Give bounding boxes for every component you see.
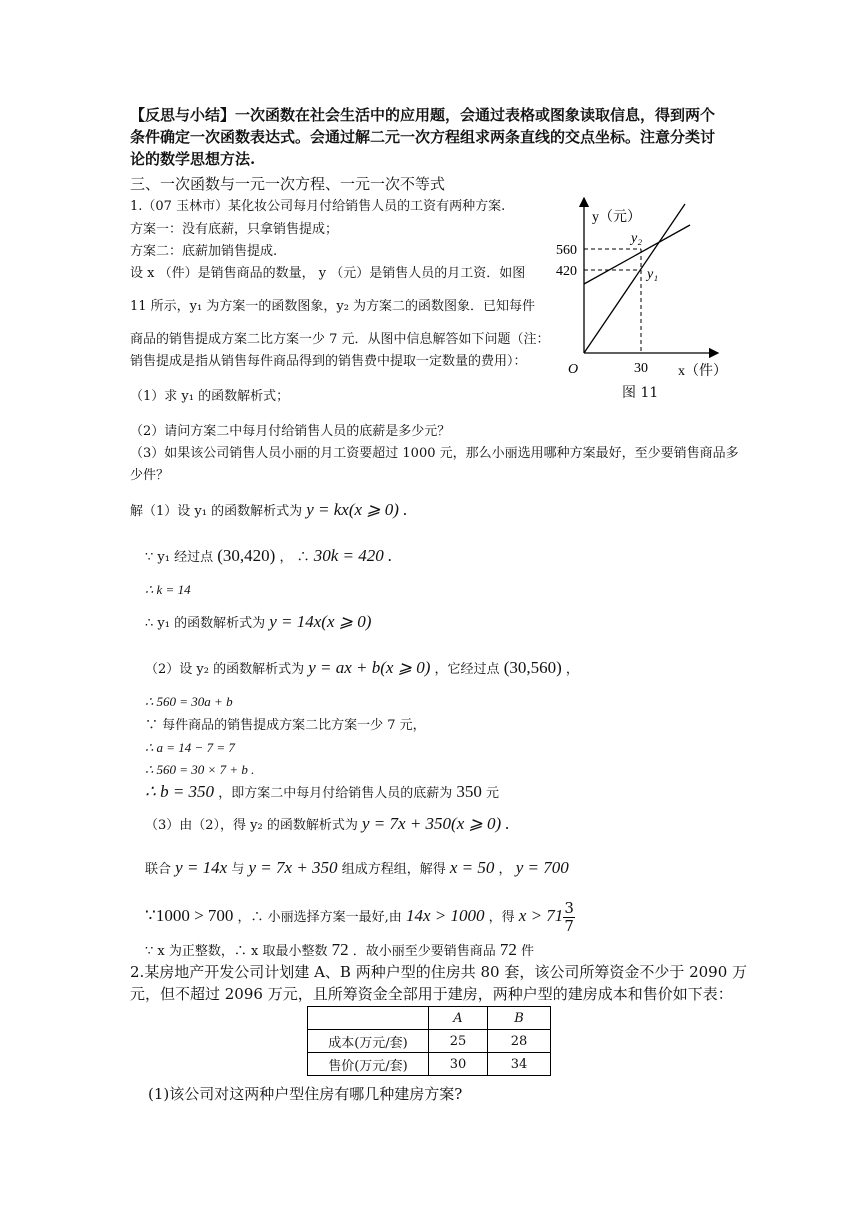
solution-step-1 [130, 498, 407, 524]
fraction-denominator: 7 [564, 917, 574, 935]
figure-caption: 图 11 [622, 385, 659, 401]
solution-step-11 [145, 812, 510, 838]
figure-11 [550, 190, 740, 405]
solution-text: ，它经过点 [434, 662, 500, 677]
x-axis-label: x（件） [678, 364, 727, 379]
solution-expr: y = 14x [175, 858, 228, 877]
solution-text: ，即方案二中每月付给销售人员的底薪为 [218, 786, 453, 801]
solution-text: 元 [485, 786, 499, 801]
solution-expr: y = 7x + 350 [248, 858, 338, 877]
solution-number: 72 [331, 940, 349, 959]
solution-expr: 14x > 1000 [405, 906, 485, 925]
solution-text: （2）设 y₂ 的函数解析式为 [145, 662, 305, 677]
solution-step-14 [145, 938, 534, 964]
y-axis-label: y（元） [592, 210, 641, 225]
solution-text: 组成方程组，解得 [341, 862, 446, 877]
solution-text: ∵ y₁ 经过点 [145, 550, 214, 565]
solution-expr: 30k = 420 . [313, 546, 393, 565]
problem2-line-1: 2.某房地产开发公司计划建 A、B 两种户型的住房共 80 套，该公司所筹资金不少于 2090 万 [130, 963, 748, 981]
solution-expr: y = 7x + 350(x ⩾ 0) . [362, 814, 510, 833]
section-title: 三、一次函数与一元一次方程、一元一次不等式 [130, 175, 446, 193]
solution-step-9: ∴ 560 = 30 × 7 + b . [145, 762, 255, 777]
reflection-line-3: 论的数学思想方法. [130, 150, 256, 168]
solution-expr: ∴ b = 350 [145, 782, 215, 801]
tick-y-420: 420 [556, 264, 577, 279]
table-header-cell: A [429, 1007, 488, 1030]
solution-expr: x > 71 [518, 906, 564, 925]
solution-expr: y = kx(x ⩾ 0) . [306, 500, 408, 519]
problem1-q1: （1）求 y₁ 的函数解析式； [130, 389, 290, 404]
problem1-q2: （2）请问方案二中每月付给销售人员的底薪是多少元？ [130, 424, 451, 439]
solution-expr: y = 14x(x ⩾ 0) [269, 612, 372, 631]
solution-step-2 [145, 544, 392, 570]
cost-price-table [307, 1006, 551, 1076]
fraction-3-7 [563, 900, 575, 935]
solution-number: 72 [499, 940, 517, 959]
problem1-intro: 1.（07 玉林市）某化妆公司每月付给销售人员的工资有两种方案. [130, 199, 506, 214]
solution-text: ，得 [488, 910, 515, 925]
tick-x-30: 30 [634, 361, 648, 376]
problem1-figure-ref: 11 所示，y₁ 为方案一的函数图象，y₂ 为方案二的函数图象．已知每件 [130, 299, 536, 314]
solution-expr: y = ax + b(x ⩾ 0) [308, 658, 431, 677]
solution-point: (30,560) [503, 658, 562, 677]
solution-text: ∵ x 为正整数，∴ x 取最小整数 [145, 944, 328, 959]
solution-step-12 [145, 856, 569, 882]
problem1-plan1: 方案一：没有底薪，只拿销售提成； [130, 222, 339, 237]
problem2-line-2: 元，但不超过 2096 万元，且所筹资金全部用于建房，两种户型的建房成本和售价如下表： [130, 985, 733, 1003]
tick-y-560: 560 [556, 243, 577, 258]
solution-text: 解（1）设 y₁ 的函数解析式为 [130, 504, 303, 519]
table-cell: 30 [429, 1053, 488, 1076]
problem1-plan2: 方案二：底薪加销售提成. [130, 244, 278, 259]
solution-number: 350 [456, 782, 482, 801]
table-cell: 成本(万元/套) [308, 1030, 429, 1053]
problem1-q3b: 少件？ [130, 468, 170, 483]
solution-text: ， [565, 662, 579, 677]
table-header-cell [308, 1007, 429, 1030]
reflection-line-1: 【反思与小结】一次函数在社会生活中的应用题，会通过表格或图象读取信息，得到两个 [130, 106, 716, 124]
table-header-row [308, 1007, 551, 1030]
table-cell: 25 [429, 1030, 488, 1053]
table-row [308, 1053, 551, 1076]
solution-text: ，∴ 小丽选择方案一最好,由 [237, 910, 402, 925]
solution-step-6: ∴ 560 = 30a + b [145, 694, 233, 709]
problem1-q3a: （3）如果该公司销售人员小丽的月工资要超过 1000 元，那么小丽选用哪种方案最好，至少要销售商品多 [130, 446, 739, 461]
origin-label: O [568, 362, 579, 377]
solution-step-8: ∴ a = 14 − 7 = 7 [145, 740, 235, 755]
table-header-cell: B [488, 1007, 551, 1030]
solution-text: （3）由（2），得 y₂ 的函数解析式为 [145, 818, 358, 833]
solution-expr: x = 50 [449, 858, 495, 877]
problem2-q1: (1)该公司对这两种户型住房有哪几种建房方案? [148, 1085, 463, 1103]
solution-expr: y = 700 [515, 858, 569, 877]
table-cell: 34 [488, 1053, 551, 1076]
fraction-numerator: 3 [564, 899, 574, 917]
table-cell: 28 [488, 1030, 551, 1053]
solution-text: ∴ y₁ 的函数解析式为 [145, 616, 266, 631]
solution-text: 件 [521, 944, 535, 959]
solution-step-5 [145, 656, 579, 682]
solution-text: ．故小丽至少要销售商品 [352, 944, 496, 959]
solution-step-7: ∵ 每件商品的销售提成方案二比方案一少 7 元， [145, 718, 426, 733]
reflection-line-2: 条件确定一次函数表达式。会通过解二元一次方程组求两条直线的交点坐标。注意分类讨 [130, 128, 716, 146]
label-y1: y₁ [647, 267, 659, 282]
label-y2: y₂ [631, 231, 643, 246]
solution-step-10 [145, 780, 499, 806]
table-cell: 售价(万元/套) [308, 1053, 429, 1076]
problem1-vars: 设 x （件）是销售商品的数量， y （元）是销售人员的月工资．如图 [130, 266, 526, 281]
line-y1 [584, 204, 685, 353]
table-row [308, 1030, 551, 1053]
solution-expr: ∵1000 > 700 [145, 906, 234, 925]
solution-text: ， [498, 862, 512, 877]
solution-step-13 [145, 900, 575, 935]
solution-text: 联合 [145, 862, 172, 877]
solution-step-4 [145, 610, 371, 636]
solution-text: ， ∴ [279, 550, 310, 565]
solution-text: 与 [231, 862, 245, 877]
solution-point: (30,420) [217, 546, 276, 565]
problem1-note: 销售提成是指从销售每件商品得到的销售费中提取一定数量的费用）： [130, 354, 527, 369]
problem1-commission: 商品的销售提成方案二比方案一少 7 元．从图中信息解答如下问题（注： [130, 332, 550, 347]
solution-step-3: ∴ k = 14 [145, 582, 191, 597]
